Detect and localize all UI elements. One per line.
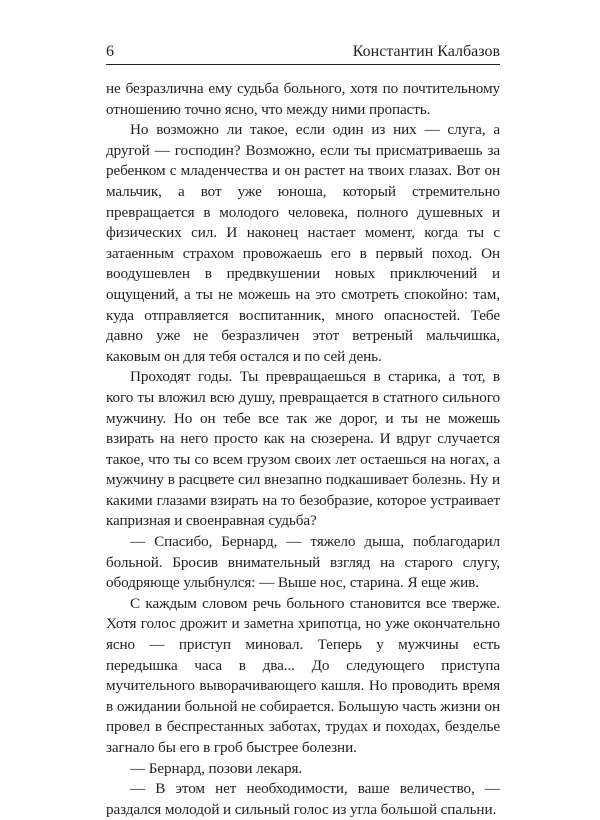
- paragraph: Но возможно ли такое, если один из них — слуга, а другой — господин? Возможно, если ты присматриваешь за ребенком с младенчества и он растет на твоих глазах. Вот он мальчик, а вот уже юноша, который стремительно превращается в молодого человека, полного душевных и физических сил. И наконец настает момент, когда ты с затаенным страхом провожаешь его в первый поход. Он воодушевлен в предвкушении новых приключений и ощущений, а ты не можешь на это смотреть спокойно: там, куда отправляется воспитанник, много опасностей. Тебе давно уже не безразличен этот ветреный мальчишка, каковым он для тебя остался и по сей день.: [106, 121, 500, 365]
- paragraph: не безразлична ему судьба больного, хотя по почтительному отношению точно ясно, что между ними пропасть.: [106, 80, 500, 118]
- book-author: Константин Калбазов: [352, 43, 500, 60]
- paragraph: — Бернард, позови лекаря.: [130, 759, 303, 777]
- paragraph: — В этом нет необходимости, ваше величество, — раздался молодой и сильный голос из угла большой спальни.: [106, 780, 500, 818]
- book-page: [106, 38, 500, 820]
- paragraph: Проходят годы. Ты превращаешься в старика, а тот, в кого ты вложил всю душу, превращается в статного сильного мужчину. Но он тебе все так же дорог, и ты не можешь взирать на него просто как на сюзерена. И вдруг случается такое, что ты со всем грузом своих лет остаешься на ногах, а мужчину в расцвете сил внезапно подкашивает болезнь. Ну и какими глазами взирать на то безобразие, которое устраивает капризная и своенравная судьба?: [106, 368, 500, 530]
- running-head: [106, 38, 500, 65]
- page-number: 6: [106, 43, 114, 60]
- paragraph: С каждым словом речь больного становится все тверже. Хотя голос дрожит и заметна хрипотца, но уже окончательно ясно — приступ миновал. Теперь у мужчины есть передышка часа в два... До следующего приступа мучительного выворачивающего кашля. Но проводить время в ожидании больной не собирается. Большую часть жизни он провел в беспрестанных заботах, трудах и походах, безделье загнало бы его в гроб быстрее болезни.: [106, 594, 500, 756]
- body-text: [106, 79, 500, 820]
- paragraph: — Спасибо, Бернард, — тяжело дыша, поблагодарил больной. Бросив внимательный взгляд на старого слугу, ободряюще улыбнулся: — Выше нос, старина. Я еще жив.: [106, 533, 500, 592]
